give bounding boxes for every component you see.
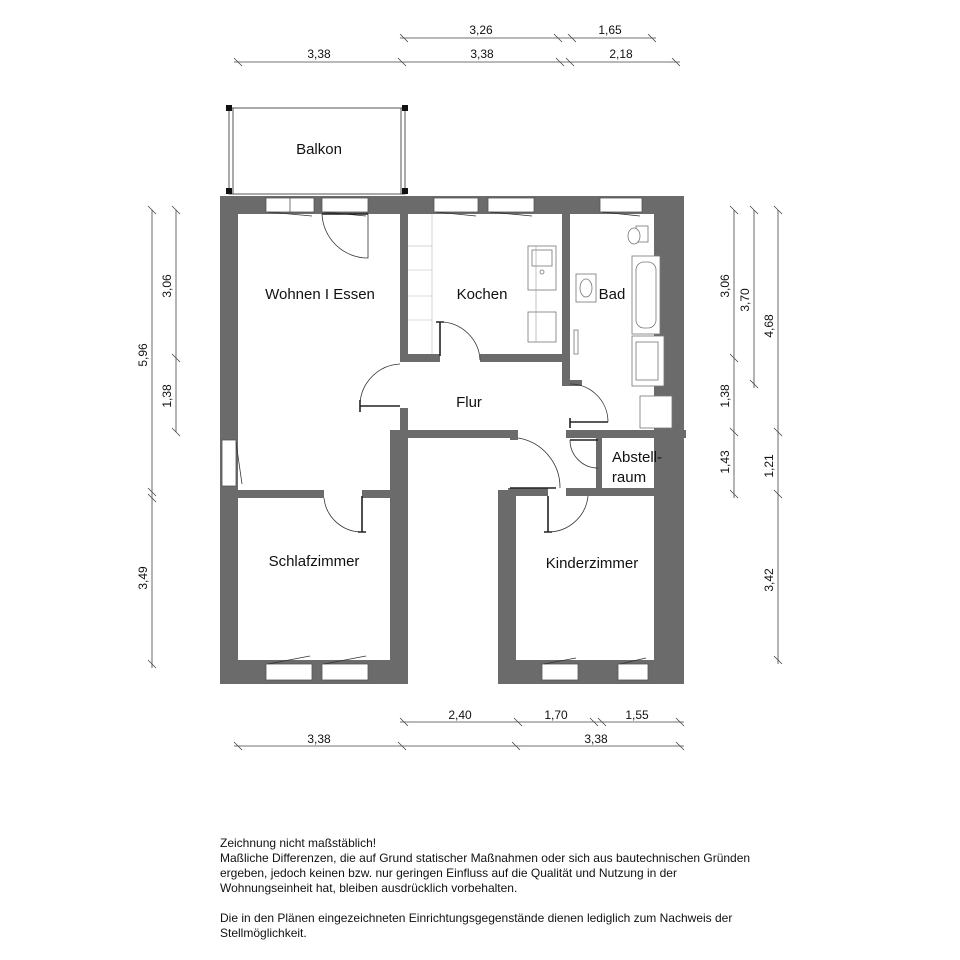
dim-bottom-upper-2: 1,70 [544,708,568,722]
dim-top-upper-1: 3,26 [469,23,493,37]
dim-top-lower-2: 3,38 [470,47,494,61]
dim-right-c-3: 3,42 [762,568,776,592]
windows [222,198,648,680]
dimension-lines-top [234,23,680,66]
room-label-schlafzimmer: Schlafzimmer [268,553,360,570]
room-label-bad: Bad [598,286,626,303]
dim-bottom-upper-3: 1,55 [625,708,649,722]
room-label-balkon: Balkon [296,141,342,158]
room-label-abstellraum-2: raum [611,469,647,486]
disclaimer-line-5: Die in den Plänen eingezeichneten Einrichtungsgegenstände dienen lediglich zum Nachweis der [220,911,733,925]
room-label-kochen: Kochen [456,286,508,303]
dim-bottom-upper-1: 2,40 [448,708,472,722]
dim-left-outer: 5,96 [136,343,150,367]
disclaimer [220,836,820,941]
dim-left-inner-2: 1,38 [160,384,174,408]
bathroom-fixtures [574,226,672,428]
dim-right-c-1: 4,68 [762,314,776,338]
dim-bottom-lower-1: 3,38 [307,732,331,746]
kitchen-fixtures [408,214,556,354]
dim-top-lower-3: 2,18 [609,47,633,61]
disclaimer-line-1: Zeichnung nicht maßstäblich! [220,836,377,850]
room-label-flur: Flur [456,394,482,411]
disclaimer-line-2: Maßliche Differenzen, die auf Grund statischer Maßnahmen oder sich aus bautechnischen Gründen [220,851,751,865]
dim-top-upper-2: 1,65 [598,23,622,37]
dimension-lines-bottom [234,708,684,750]
dimension-lines-right [718,206,782,664]
dim-bottom-lower-2: 3,38 [584,732,608,746]
room-label-wohnen: Wohnen I Essen [265,286,375,303]
disclaimer-line-6: Stellmöglichkeit. [220,926,307,940]
dim-left-inner-1: 3,06 [160,274,174,298]
dimension-lines-left [136,206,180,668]
dim-left-lower: 3,49 [136,566,150,590]
room-label-abstellraum-1: Abstell- [611,449,663,466]
room-label-kinderzimmer: Kinderzimmer [545,555,639,572]
disclaimer-line-4: Wohnungseinheit hat, bleiben ausdrücklich vorbehalten. [220,881,518,895]
walls [220,196,686,684]
dim-right-a-3: 1,43 [718,450,732,474]
dim-right-b-1: 3,70 [738,288,752,312]
dim-top-lower-1: 3,38 [307,47,331,61]
dim-right-a-2: 1,38 [718,384,732,408]
dim-right-a-1: 3,06 [718,274,732,298]
dim-right-c-2: 1,21 [762,454,776,478]
disclaimer-line-3: ergeben, jedoch keinen bzw. nur geringen Einfluss auf die Qualität und Nutzung in der [220,866,677,880]
